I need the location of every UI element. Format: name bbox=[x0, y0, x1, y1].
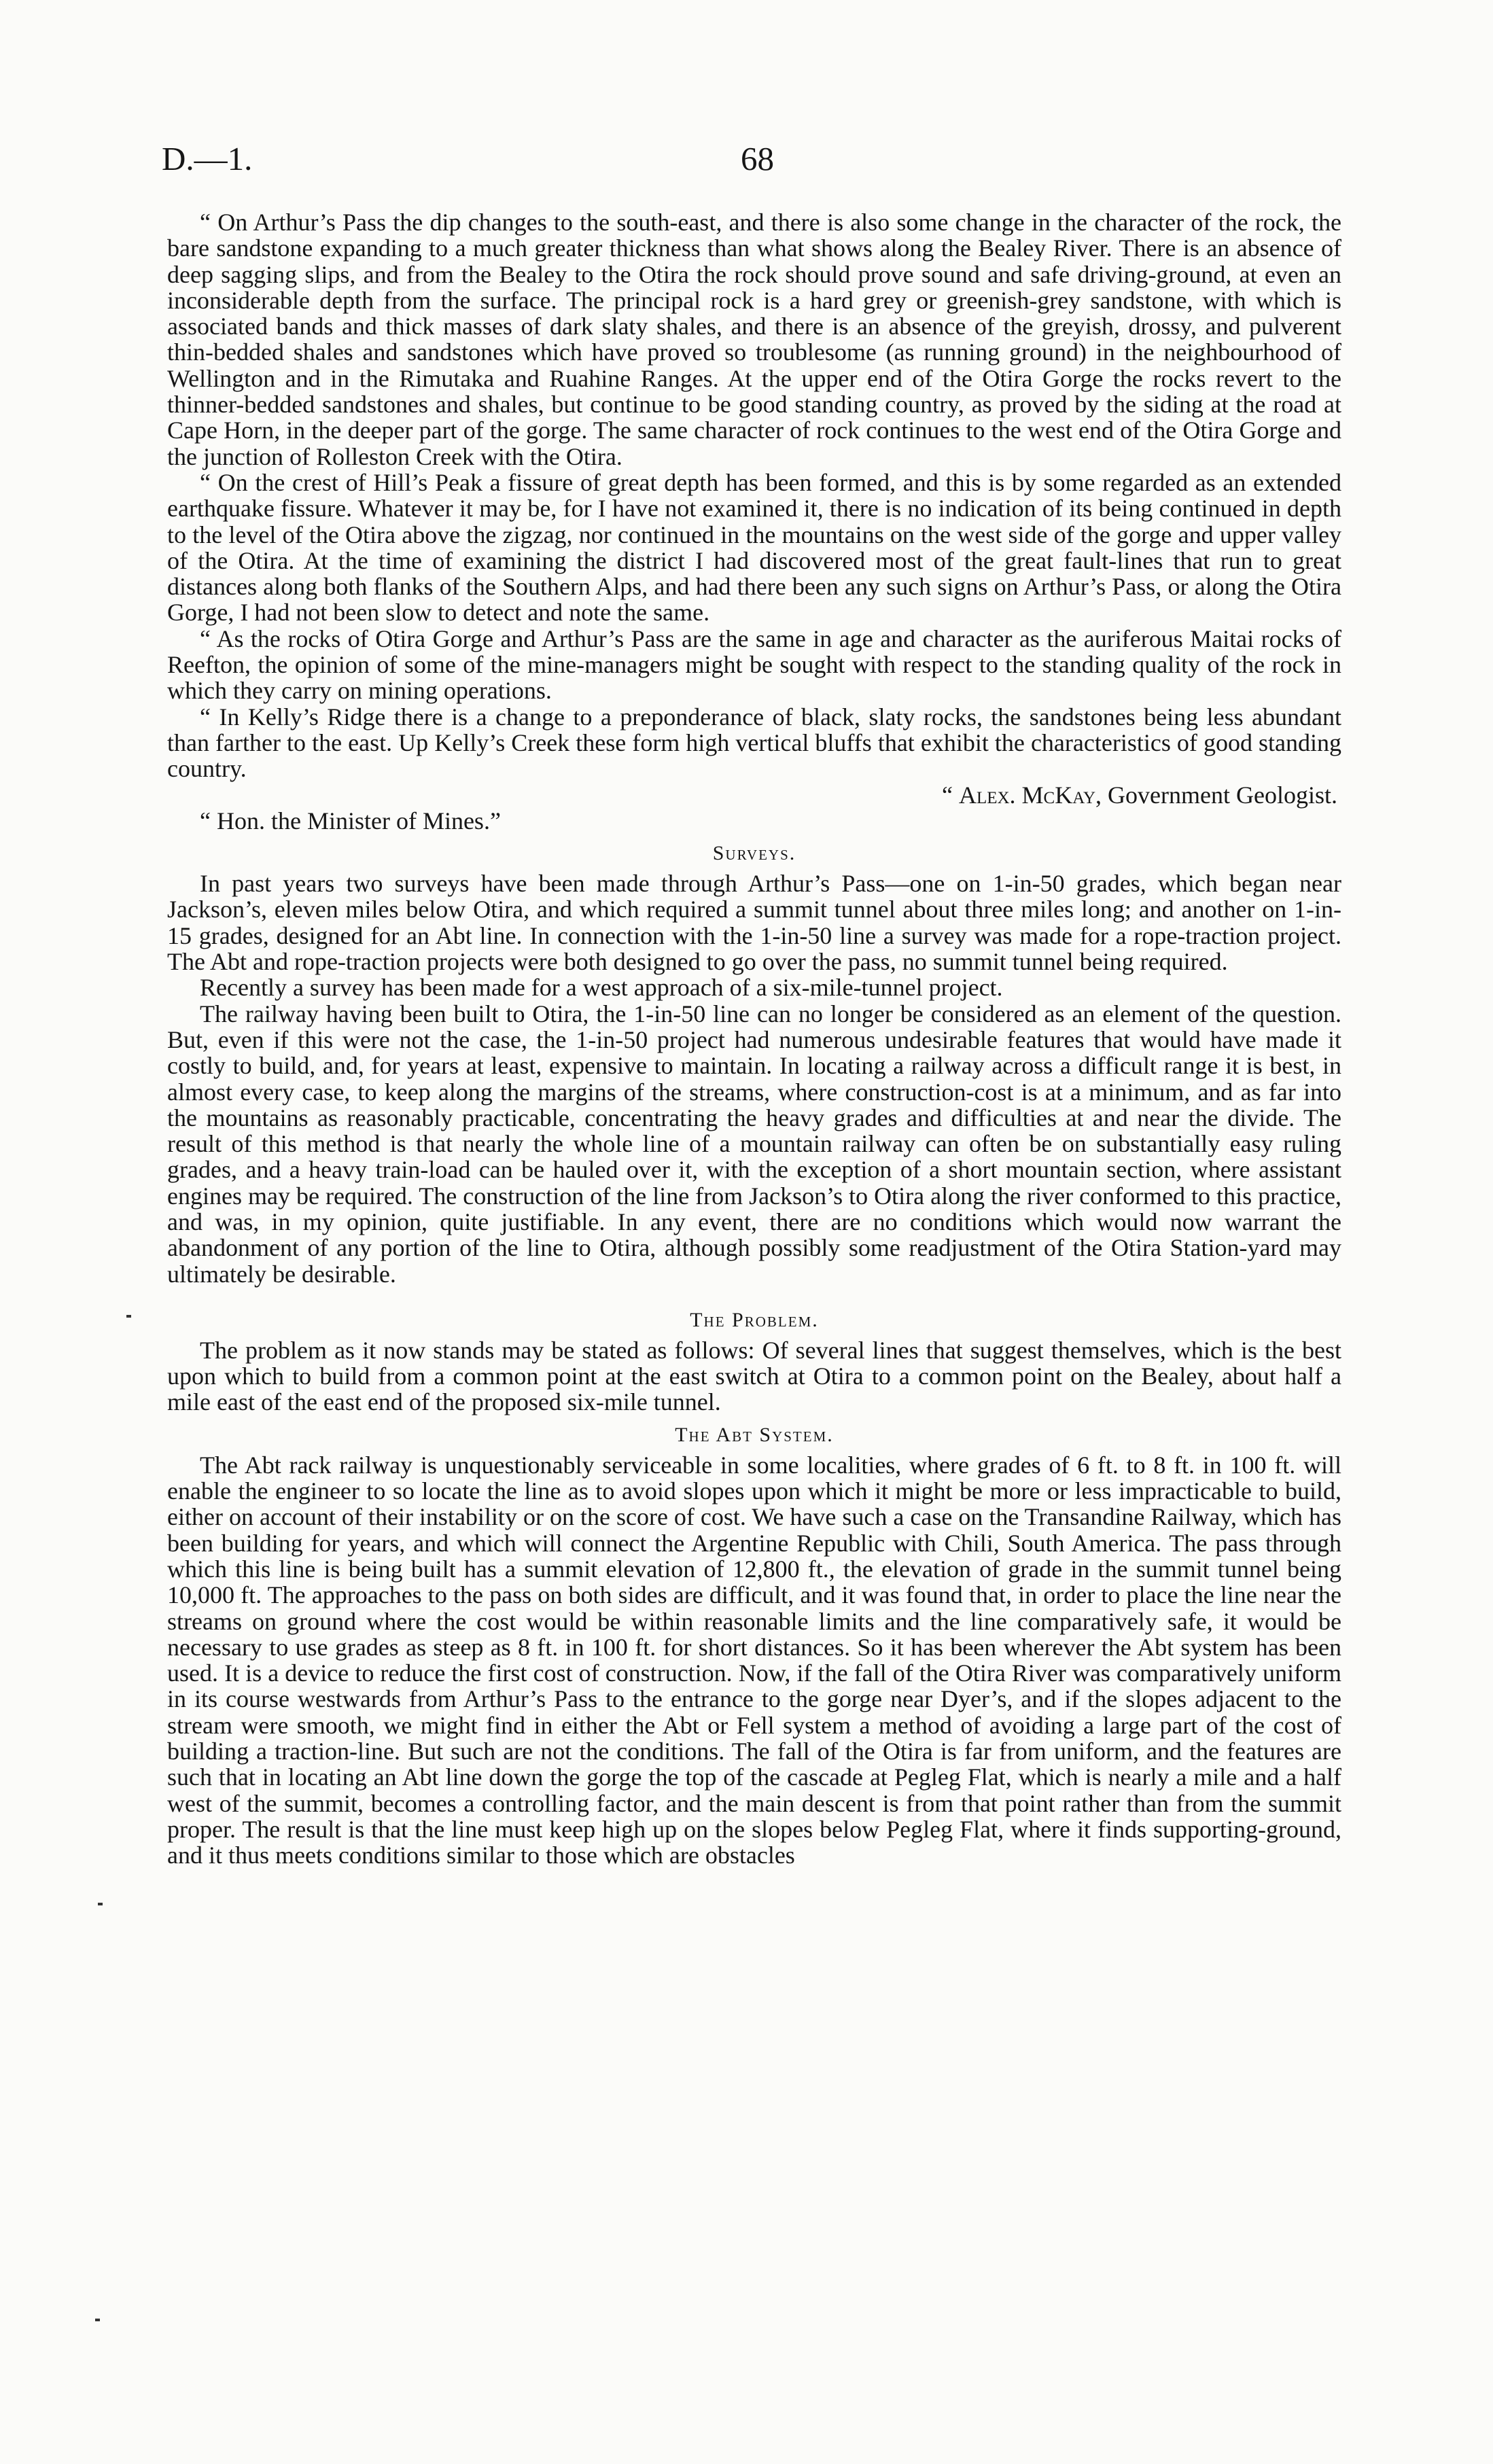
section-heading-abt-system: The Abt System. bbox=[675, 1423, 834, 1446]
margin-mark bbox=[95, 2319, 100, 2321]
surveys-paragraph: In past years two surveys have been made through Arthur’s Pass—one on 1-in-50 grades, which began near Jackson’s, eleven miles below Otira, and which required a summit tunnel about three miles long; and another on 1-in-15 grades, designed for an Abt line. In connection with the 1-in-50 line a survey was made for a rope-traction project. The Abt and rope-traction projects were both designed to go over the pass, no summit tunnel being required. bbox=[167, 870, 1341, 976]
page-body bbox=[167, 209, 1341, 1869]
letter-paragraph: “ In Kelly’s Ridge there is a change to a preponderance of black, slaty rocks, the sandstones being less abundant than farther to the east. Up Kelly’s Creek these form high vertical bluffs that exhibit the characteristics of good standing country. bbox=[167, 703, 1341, 783]
letter-paragraph: “ On the crest of Hill’s Peak a fissure of great depth has been formed, and this is by some regarded as an extended earthquake fissure. Whatever it may be, for I have not examined it, there is no indication of its being continued in depth to the level of the Otira above the zigzag, nor continued in the mountains on the west side of the gorge and upper valley of the Otira. At the time of examining the district I had discovered most of the great fault-lines that run to great distances along both flanks of the Southern Alps, and had there been any such signs on Arthur’s Pass, or along the Otira Gorge, I had not been slow to detect and note the same. bbox=[167, 468, 1341, 627]
page-header bbox=[162, 139, 1358, 187]
document-reference: D.—1. bbox=[162, 140, 253, 177]
page-number: 68 bbox=[741, 140, 774, 177]
margin-mark bbox=[126, 1315, 131, 1318]
letter-addressee: “ Hon. the Minister of Mines.” bbox=[200, 807, 501, 834]
geologist-letter bbox=[167, 209, 1341, 834]
surveys-paragraph: Recently a survey has been made for a west approach of a six-mile-tunnel project. bbox=[200, 974, 1003, 1002]
surveys-paragraph: The railway having been built to Otira, the 1-in-50 line can no longer be considered as an element of the question. But, even if this were not the case, the 1-in-50 project had numerous undesirable features that would have made it costly to build, and, for years at least, expensive to maintain. In locating a railway across a difficult range it is best, in almost every case, to keep along the margins of the streams, where construction-cost is at a minimum, and as far into the mountains as reasonably practicable, concentrating the heavy grades and difficulties at and near the divide. The result of this method is that nearly the whole line of a mountain railway can often be on substantially easy ruling grades, and a heavy train-load can be hauled over it, with the exception of a short mountain section, where assistant engines may be required. The construction of the line from Jackson’s to Otira along the river conformed to this practice, and was, in my opinion, quite justifiable. In any event, there are no conditions which would now warrant the abandonment of any portion of the line to Otira, although possibly some readjustment of the Otira Station-yard may ultimately be desirable. bbox=[167, 1000, 1341, 1288]
letter-signature bbox=[167, 782, 1341, 808]
section-heading-surveys: Surveys. bbox=[712, 842, 796, 865]
signature-name: Alex. McKay bbox=[958, 781, 1096, 809]
abt-system-paragraph: The Abt rack railway is unquestionably serviceable in some localities, where grades of 6 ft. to 8 ft. in 100 ft. will enable the engineer to so locate the line as to avoid slopes upon which it might be more or less impracticable to build, either on account of their instability or on the score of cost. We have such a case on the Transandine Railway, which has been building for years, and which will connect the Argentine Republic with Chili, South America. The pass through which this line is being built has a summit elevation of 12,800 ft., the elevation of grade in the summit tunnel being 10,000 ft. The approaches to the pass on both sides are difficult, and it was found that, in order to place the line near the streams on ground where the cost would be within reasonable limits and the line comparatively safe, it would be necessary to use grades as steep as 8 ft. in 100 ft. for short distances. So it has been wherever the Abt system has been used. It is a device to reduce the first cost of construction. Now, if the fall of the Otira River was comparatively uniform in its course westwards from Arthur’s Pass to the entrance to the gorge near Dyer’s, and if the slopes adjacent to the stream were smooth, we might find in either the Abt or Fell system a method of avoiding a large part of the cost of building a traction-line. But such are not the conditions. The fall of the Otira is far from uniform, and the features are such that in locating an Abt line down the gorge the top of the cascade at Pegleg Flat, which is nearly a mile and a half west of the summit, becomes a controlling factor, and the main descent is from that point rather than from the summit proper. The result is that the line must keep high up on the slopes below Pegleg Flat, where it finds supporting-ground, and it thus meets conditions similar to those which are obstacles bbox=[167, 1451, 1341, 1869]
problem-paragraph: The problem as it now stands may be stated as follows: Of several lines that suggest themselves, which is the best upon which to build from a common point at the east switch at Otira to a common point on the Bealey, about half a mile east of the east end of the proposed six-mile tunnel. bbox=[167, 1336, 1341, 1416]
signature-quote: “ bbox=[941, 781, 953, 809]
section-heading-problem: The Problem. bbox=[690, 1308, 819, 1331]
letter-paragraph: “ On Arthur’s Pass the dip changes to the south-east, and there is also some change in the character of the rock, the bare sandstone expanding to a much greater thickness than what shows along the Bealey River. There is an absence of deep sagging slips, and from the Bealey to the Otira the rock should prove sound and safe driving-ground, at even an inconsiderable depth from the surface. The principal rock is a hard grey or greenish-grey sandstone, with which is associated bands and thick masses of dark slaty shales, and there is an absence of the greyish, drossy, and pulverent thin-bedded shales and sandstones which have proved so troublesome (as running ground) in the neighbourhood of Wellington and in the Rimutaka and Ruahine Ranges. At the upper end of the Otira Gorge the rocks revert to the thinner-bedded sandstones and shales, but continue to be good standing country, as proved by the siding at the road at Cape Horn, in the deeper part of the gorge. The same character of rock continues to the west end of the Otira Gorge and the junction of Rolleston Creek with the Otira. bbox=[167, 209, 1341, 470]
margin-mark bbox=[98, 1903, 103, 1905]
signature-title: , Government Geologist. bbox=[1095, 781, 1337, 809]
letter-paragraph: “ As the rocks of Otira Gorge and Arthur’s Pass are the same in age and character as the auriferous Maitai rocks of Reefton, the opinion of some of the mine-managers might be sought with respect to the standing quality of the rock in which they carry on mining operations. bbox=[167, 624, 1341, 705]
